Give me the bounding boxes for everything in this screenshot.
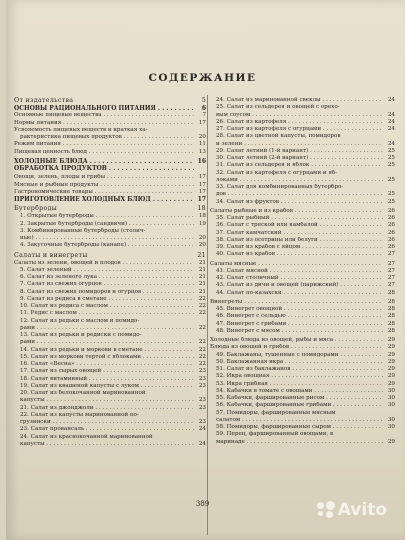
toc-entry-title: 19. Салат из квашеной капусты с луком . . .	[20, 383, 194, 390]
toc-entry-page: 29	[387, 373, 395, 380]
toc-entry-page: 30	[387, 424, 395, 430]
toc-entry-title: Усвояемость пищевых веществ и краткая ха-	[14, 126, 148, 133]
toc-entry-page: 23	[198, 382, 206, 389]
toc-entry-page: 28	[387, 289, 395, 296]
toc-entry	[210, 126, 395, 133]
toc-entry-title: 34. Салат из фруктов . . .	[216, 199, 383, 206]
toc-entry-title: Нормы питания . . .	[14, 120, 194, 127]
toc-entry-title: 56. Кабачки, фаршированные грибами . . .	[216, 402, 383, 409]
toc-entry-title: 35. Салат рыбный . . .	[216, 215, 383, 222]
toc-entry-title: грузински . . .	[20, 419, 194, 426]
toc-entry-title: ПРИГОТОВЛЕНИЕ ХОЛОДНЫХ БЛЮД . . .	[14, 196, 194, 203]
toc-entry-title: 24. Салат из маринованной свеклы . . .	[216, 97, 383, 104]
toc-entry-page: 17	[197, 196, 206, 203]
toc-entry	[14, 127, 206, 134]
toc-entry	[14, 434, 206, 441]
avito-logo-icon	[317, 501, 335, 519]
toc-entry	[210, 388, 395, 395]
toc-entry-page: 27	[387, 275, 395, 281]
toc-entry-title: Овощи, зелень, плоды и грибы . . .	[14, 174, 194, 181]
toc-entry	[14, 310, 206, 317]
toc-entry-page: 26	[387, 222, 395, 229]
toc-entry-page: 27	[387, 260, 395, 267]
toc-entry-page: 26	[387, 229, 395, 236]
toc-entry	[14, 289, 206, 296]
toc-entry-page: 26	[387, 236, 395, 243]
toc-entry	[14, 196, 206, 203]
toc-entry-page: 23	[198, 375, 206, 382]
toc-entry	[14, 376, 206, 383]
toc-entry-title: 9. Салат из редиса в сметане . . .	[20, 296, 194, 303]
toc-entry	[210, 366, 395, 373]
toc-entry	[210, 119, 395, 126]
toc-entry-title: 28. Салат из цветной капусты, помидоров	[216, 133, 341, 140]
toc-entry-title: 3. Комбинированные бутерброды (столич-	[20, 227, 146, 234]
toc-entry-title: 5. Салат зеленый . . .	[20, 267, 194, 274]
toc-entry-page: 21	[198, 274, 206, 280]
toc-entry-title: рактеристика пищевых продуктов . . .	[20, 134, 194, 141]
toc-entry-title: Бутерброды	[14, 205, 58, 213]
toc-entry-page: 24	[387, 118, 395, 125]
toc-entry	[210, 290, 395, 297]
toc-entry	[14, 274, 206, 281]
toc-entry-title: Режим питания . . .	[14, 141, 194, 148]
toc-entry	[14, 189, 206, 196]
toc-entry-title: Гастрономические товары . . .	[14, 189, 194, 196]
toc-entry-title: 2. Закрытые бутерброды (сандвичи) . . .	[20, 221, 194, 228]
toc-entry	[14, 213, 206, 220]
toc-entry-title: ОСНОВЫ РАЦИОНАЛЬНОГО ПИТАНИЯ . . .	[14, 105, 194, 112]
toc-entry-page: 11	[198, 141, 206, 148]
toc-entry-page: 24	[198, 440, 206, 447]
toc-entry-title: 24. Салат из краснокочанной маринованной	[20, 433, 153, 440]
toc-entry-page: 26	[387, 207, 395, 214]
toc-entry	[210, 162, 395, 169]
toc-entry-page: 22	[198, 310, 206, 317]
toc-entry-page: 30	[387, 416, 395, 423]
toc-entry	[14, 281, 206, 288]
toc-entry	[14, 149, 206, 156]
toc-entry-page: 24	[387, 126, 395, 132]
toc-entry-title: Салаты и винегреты	[14, 251, 88, 259]
toc-entry-title: 27. Салат из картофеля с огурцами . . .	[216, 126, 383, 133]
toc-entry-title: локами . . .	[216, 177, 383, 184]
toc-entry-title: 26. Салат из картофеля . . .	[216, 119, 383, 126]
toc-entry-page: 25	[387, 176, 395, 183]
toc-entry-page: 30	[387, 395, 395, 401]
toc-entry-title: 32. Салат из картофеля с огурцами и яб-	[216, 169, 338, 176]
column-divider	[207, 95, 208, 535]
toc-entry	[14, 303, 206, 310]
toc-entry	[14, 205, 206, 213]
toc-entry-title: 21. Салат из джонджоли . . .	[20, 405, 194, 412]
toc-entry	[14, 158, 206, 165]
toc-entry	[14, 419, 206, 426]
toc-entry-title: Блюда из овощей и грибов . . .	[210, 344, 383, 351]
toc-entry-title: 57. Помидоры, фаршированные мясным	[216, 409, 336, 416]
toc-entry-title: 7. Салат из свежих огурцов . . .	[20, 281, 194, 288]
toc-entry-page: 5	[201, 97, 206, 104]
toc-entry	[14, 221, 206, 228]
toc-entry-title: ОБРАБОТКА ПРОДУКТОВ . . .	[14, 165, 194, 172]
toc-entry-title: 52. Икра овощная . . .	[216, 373, 383, 380]
toc-entry	[210, 184, 395, 191]
toc-entry-title: Холодные блюда из овощей, рыбы и мяса . . .	[210, 337, 383, 344]
toc-entry	[14, 361, 206, 368]
toc-entry	[210, 244, 395, 251]
toc-entry-title: ные) . . .	[20, 235, 194, 242]
toc-entry-title: 37. Салат камчатский . . .	[216, 230, 383, 237]
toc-entry	[210, 381, 395, 388]
toc-entry-title: 41. Салат мясной . . .	[216, 268, 383, 275]
toc-entry-title: 6. Салат из зеленого лука . . .	[20, 274, 194, 281]
toc-entry-title: 22. Салат из капусты маринованной по-	[20, 411, 139, 418]
toc-entry-title: 53. Икра грибная . . .	[216, 381, 383, 388]
toc-entry-page: 29	[387, 337, 395, 343]
toc-entry-title: 8. Салат из свежих помидоров и огурцов . . .	[20, 289, 194, 296]
toc-entry-title: 45. Винегрет овощной . . .	[216, 306, 383, 313]
toc-entry-title: 44. Салат по-казахски . . .	[216, 290, 383, 297]
toc-entry-title: рами . . .	[20, 339, 194, 346]
toc-entry	[210, 410, 395, 417]
toc-entry	[210, 359, 395, 366]
toc-entry	[14, 383, 206, 390]
toc-entry	[14, 318, 206, 325]
toc-entry	[14, 141, 206, 148]
toc-entry-page: 20	[198, 242, 206, 249]
toc-entry-page: 28	[387, 298, 395, 305]
toc-entry-page: 24	[387, 140, 395, 147]
toc-entry	[210, 402, 395, 409]
toc-entry-title: рами . . .	[20, 325, 194, 332]
toc-entry-page: 29	[387, 351, 395, 358]
toc-entry-page: 16	[197, 157, 206, 165]
toc-entry-page: 21	[197, 251, 206, 259]
toc-entry	[210, 230, 395, 237]
toc-entry-page: 27	[387, 282, 395, 289]
toc-entry	[210, 170, 395, 177]
toc-entry	[14, 112, 206, 119]
toc-entry-title: 50. Баклажанная икра . . .	[216, 359, 383, 366]
toc-entry	[210, 251, 395, 258]
toc-entry	[210, 191, 395, 198]
toc-entry-page: 28	[387, 306, 395, 312]
toc-entry	[210, 261, 395, 268]
toc-entry-title: 46. Винегрет с сельдью . . .	[216, 313, 383, 320]
toc-entry	[14, 296, 206, 303]
toc-entry-title: 47. Винегрет с грибами . . .	[216, 321, 383, 328]
toc-entry-page: 29	[387, 366, 395, 372]
toc-entry-title: 18. Салат витаминный . . .	[20, 376, 194, 383]
toc-entry-title: 25. Салат из сельдерея и овощей с орехо-	[216, 104, 340, 111]
toc-entry-title: маринаде . . .	[216, 439, 383, 446]
toc-entry-title: 49. Баклажаны, тушенные с помидорами . . .	[216, 352, 383, 359]
toc-entry	[210, 208, 395, 215]
toc-entry-title: 4. Закусочные бутерброды (канапе) . . .	[20, 242, 194, 249]
toc-entry-title: 39. Салат из крабов с яйцом . . .	[216, 244, 383, 251]
toc-entry-title: 12. Салат из редьки с маслом и помидо-	[20, 317, 140, 324]
toc-entry-title: ХОЛОДНЫЕ БЛЮДА . . .	[14, 158, 194, 165]
toc-entry-page: 13	[198, 148, 206, 155]
toc-entry-page: 29	[387, 358, 395, 365]
page-title: СОДЕРЖАНИЕ	[148, 72, 257, 84]
toc-entry	[210, 199, 395, 206]
toc-entry-page: 22	[198, 303, 206, 309]
toc-entry-page: 17	[198, 119, 206, 126]
toc-entry-title: Винегреты . . .	[210, 299, 383, 306]
toc-entry-page: 21	[198, 259, 206, 266]
toc-entry	[14, 405, 206, 412]
toc-entry-title: 10. Салат из редиса с маслом . . .	[20, 303, 194, 310]
toc-entry-page: 23	[198, 404, 206, 411]
toc-entry-title: От издательства	[14, 97, 74, 104]
toc-entry-page: 24	[387, 97, 395, 103]
toc-entry-title: 13. Салат из редьки и редиски с помидо-	[20, 332, 142, 338]
toc-entry-title: Салаты из зелени, овощей и плодов . . .	[14, 260, 194, 267]
toc-entry-page: 27	[387, 267, 395, 274]
toc-entry-page: 7	[202, 112, 206, 119]
toc-entry-title: 59. Перец, фаршированный овощами, в	[216, 431, 334, 438]
toc-entry-page: 20	[198, 134, 206, 140]
toc-entry-title: 17. Салат из сырых овощей . . .	[20, 368, 194, 375]
toc-entry	[210, 112, 395, 119]
toc-entry-page: 17	[198, 181, 206, 188]
toc-entry	[210, 321, 395, 328]
toc-entry-page: 22	[198, 324, 206, 331]
toc-entry-page: 22	[198, 353, 206, 360]
toc-entry-page: 29	[387, 438, 395, 445]
toc-entry-page: 22	[198, 346, 206, 353]
toc-entry-title: капусты . . .	[20, 397, 194, 404]
toc-entry-title: 43. Салат из дичи и овощей (парижский) . . .	[216, 282, 383, 289]
toc-entry-title: 40. Салат из крабов . . .	[216, 251, 383, 258]
toc-entry	[14, 252, 206, 260]
toc-entry	[14, 174, 206, 181]
toc-entry-page: 24	[387, 111, 395, 118]
toc-entry-title: Салаты мясные . . .	[210, 261, 383, 268]
toc-entry-title: 58. Помидоры, фаршированные сыром . . .	[216, 424, 383, 431]
toc-entry-page: 25	[387, 155, 395, 161]
toc-entry-title: 55. Кабачки, фаршированные рисом . . .	[216, 395, 383, 402]
toc-entry	[14, 235, 206, 242]
toc-entry-title: и зелени . . .	[216, 141, 383, 148]
toc-entry-page: 25	[387, 198, 395, 205]
toc-entry	[210, 268, 395, 275]
toc-entry-title: Пищевая ценность блюд . . .	[14, 149, 194, 156]
watermark-text: Avito	[337, 500, 387, 520]
toc-entry-title: Основные пищевые вещества . . .	[14, 112, 194, 119]
toc-entry	[14, 228, 206, 235]
toc-entry	[14, 105, 206, 112]
toc-entry	[210, 104, 395, 111]
toc-entry	[210, 97, 395, 104]
toc-entry-title: 51. Салат из баклажанов . . .	[216, 366, 383, 373]
toc-entry-page: 6	[201, 105, 206, 112]
toc-entry-title: 11. Редис с маслом . . .	[20, 310, 194, 317]
toc-entry	[210, 395, 395, 402]
toc-entry-page: 19	[198, 220, 206, 227]
toc-entry-page: 25	[387, 147, 395, 154]
toc-entry-page: 29	[387, 344, 395, 351]
toc-entry	[210, 328, 395, 335]
toc-entry	[14, 325, 206, 332]
toc-entry-title: вым соусом . . .	[216, 112, 383, 119]
toc-entry-page: 28	[387, 313, 395, 320]
toc-entry	[14, 412, 206, 419]
toc-entry-page: 23	[198, 397, 206, 404]
toc-entry	[210, 141, 395, 148]
toc-entry-page: 22	[198, 361, 206, 367]
toc-entry	[14, 426, 206, 433]
toc-entry-title: 20. Салат из белокочанной маринованной	[20, 390, 146, 396]
toc-entry-page: 30	[387, 387, 395, 394]
toc-entry-page: 26	[387, 244, 395, 250]
toc-entry-title: 33. Салат для комбинированных бутербро-	[216, 184, 344, 190]
toc-entry	[14, 332, 206, 339]
toc-entry-page: 21	[198, 266, 206, 273]
toc-entry-title: 54. Кабачки в томате с овощами . . .	[216, 388, 383, 395]
toc-entry	[210, 215, 395, 222]
toc-entry	[210, 155, 395, 162]
toc-entry	[210, 306, 395, 313]
toc-entry	[210, 352, 395, 359]
toc-entry-page: 17	[198, 174, 206, 181]
toc-entry-title: 42. Салат столичный . . .	[216, 275, 383, 282]
toc-entry-page: 23	[198, 419, 206, 425]
toc-entry-page: 30	[387, 402, 395, 409]
toc-entry-title: 36. Салат с треской или камбалой . . .	[216, 222, 383, 229]
toc-entry-page: 24	[198, 426, 206, 433]
toc-entry-title: 23. Салат провансаль . . .	[20, 426, 194, 433]
page-number: 389	[195, 500, 210, 508]
toc-entry	[14, 267, 206, 274]
toc-entry-title: 1. Открытые бутерброды . . .	[20, 213, 194, 220]
toc-entry	[210, 133, 395, 140]
toc-entry-page: 27	[387, 251, 395, 258]
toc-entry	[14, 441, 206, 448]
toc-entry	[14, 347, 206, 354]
toc-entry	[210, 373, 395, 380]
toc-entry-page: 28	[387, 327, 395, 334]
toc-entry	[210, 313, 395, 320]
toc-entry	[14, 368, 206, 375]
toc-entry	[14, 242, 206, 249]
toc-entry	[14, 134, 206, 141]
toc-entry-title: Мясные и рыбные продукты . . .	[14, 182, 194, 189]
toc-entry-page: 23	[198, 368, 206, 375]
toc-entry-page: 29	[387, 380, 395, 387]
toc-entry-page: 21	[198, 281, 206, 288]
toc-entry	[210, 177, 395, 184]
toc-entry	[14, 339, 206, 346]
toc-entry	[210, 417, 395, 424]
toc-entry-page: 25	[387, 162, 395, 169]
toc-entry-title: 29. Салат летний (1-й вариант) . . .	[216, 148, 383, 155]
toc-entry	[210, 148, 395, 155]
toc-entry-page: 18	[198, 213, 206, 220]
toc-entry	[14, 354, 206, 361]
toc-entry-title: Салаты рыбные и из крабов . . .	[210, 208, 383, 215]
toc-entry-page: 21	[198, 288, 206, 295]
toc-entry	[210, 222, 395, 229]
toc-entry	[210, 337, 395, 344]
toc-entry-title: 31. Салат из сельдерея и яблок . . .	[216, 162, 383, 169]
toc-entry-page: 18	[197, 205, 206, 213]
toc-entry	[210, 275, 395, 282]
toc-entry	[14, 260, 206, 267]
toc-entry-title: капусты . . .	[20, 441, 194, 448]
watermark	[317, 500, 387, 520]
toc-entry	[14, 97, 206, 105]
toc-entry-page: 17	[198, 188, 206, 195]
toc-entry	[210, 424, 395, 431]
toc-entry	[210, 237, 395, 244]
toc-entry-page: 28	[387, 320, 395, 327]
toc-entry-page: 25	[387, 191, 395, 198]
toc-entry-title: 15. Салат из моркови тертой с яблоками . . .	[20, 354, 194, 361]
toc-entry	[210, 439, 395, 446]
toc-entry	[14, 182, 206, 189]
toc-entry-title: 48. Винегрет с мясом . . .	[216, 328, 383, 335]
toc-entry	[210, 431, 395, 438]
toc-entry-page: 22	[198, 339, 206, 346]
toc-entry	[210, 299, 395, 306]
toc-entry-page: 22	[198, 295, 206, 302]
toc-right-column	[210, 97, 395, 446]
toc-entry-title: 14. Салат из редьки и моркови в сметане . . .	[20, 347, 194, 354]
toc-left-column	[14, 97, 206, 448]
toc-entry-title: салатом . . .	[216, 417, 383, 424]
toc-entry	[210, 344, 395, 351]
toc-entry	[14, 390, 206, 397]
toc-entry-title: дов . . .	[216, 191, 383, 198]
toc-entry-title: 16. Салат «Весна» . . .	[20, 361, 194, 368]
toc-entry	[14, 397, 206, 404]
toc-entry-title: 30. Салат летний (2-й вариант) . . .	[216, 155, 383, 162]
toc-entry	[14, 120, 206, 127]
toc-entry-page: 20	[198, 235, 206, 241]
toc-entry-title: 38. Салат из осетрины или белуги . . .	[216, 237, 383, 244]
toc-entry	[210, 282, 395, 289]
toc-entry-page: 26	[387, 215, 395, 221]
toc-entry	[14, 165, 206, 172]
